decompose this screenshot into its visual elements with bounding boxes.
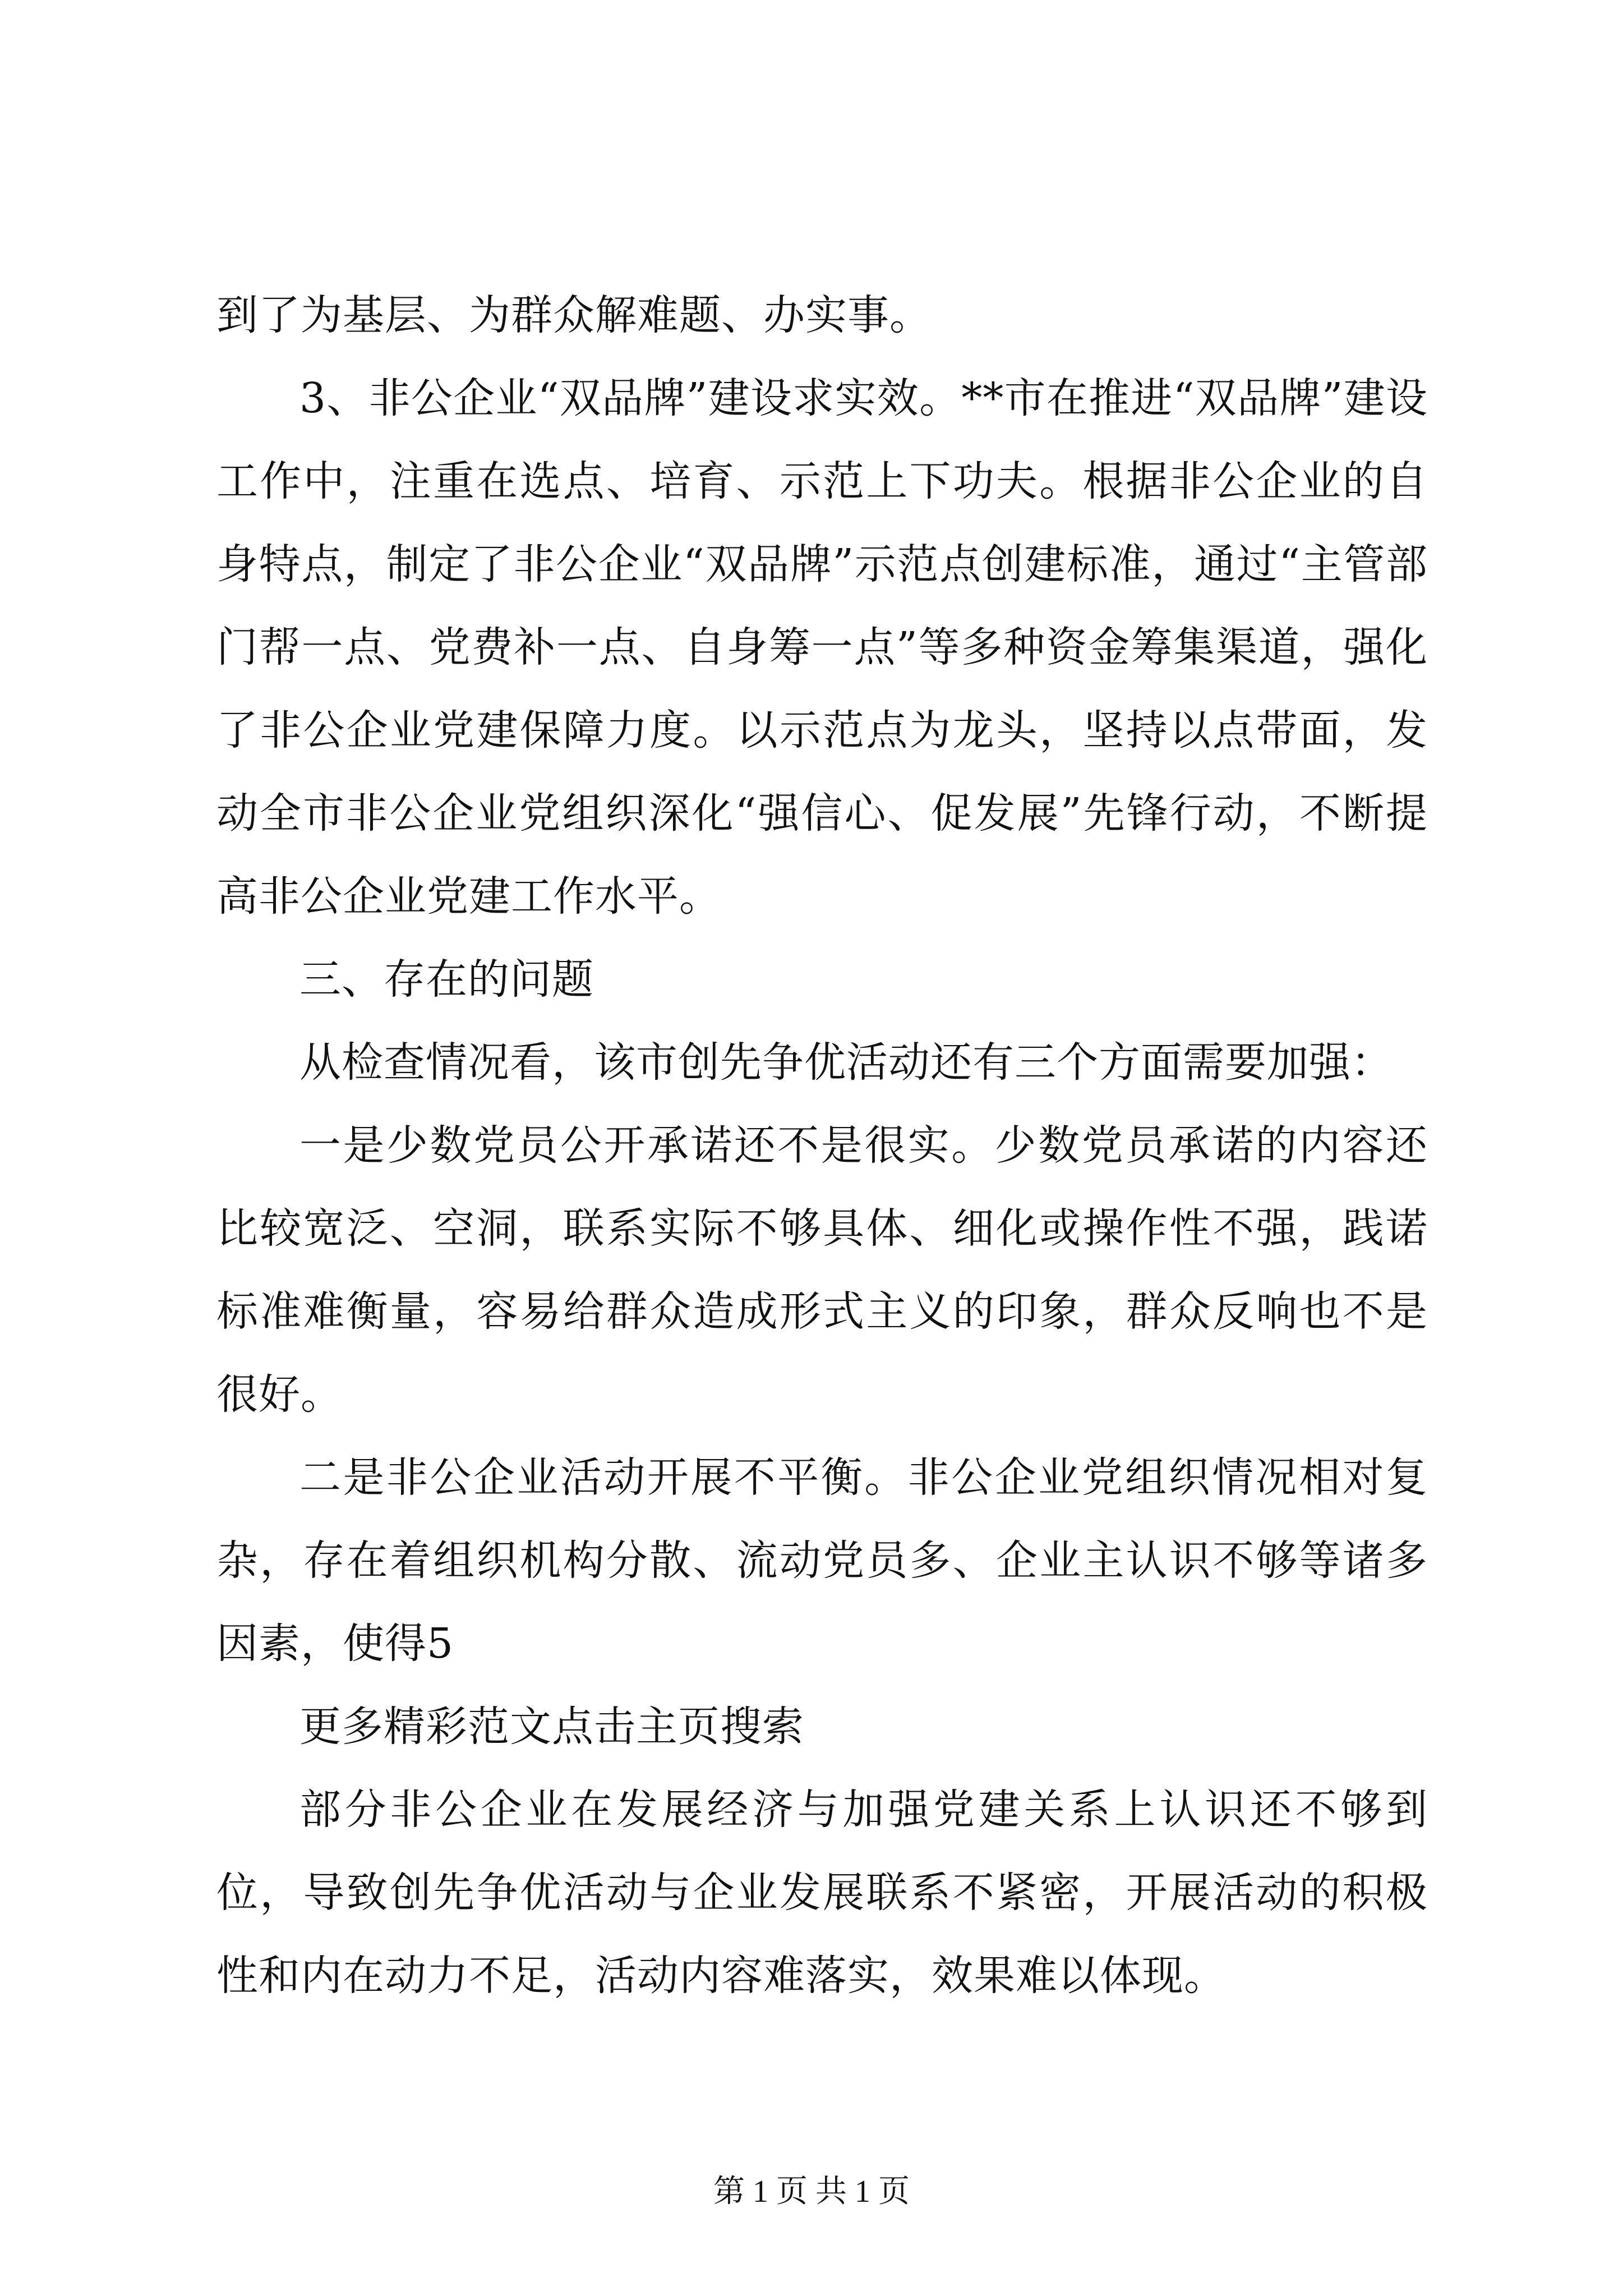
section-heading-problems: 三、存在的问题	[299, 955, 594, 1004]
page-footer: 第 1 页 共 1 页	[713, 2174, 910, 2209]
paragraph-problem-two-continued: 部分非公企业在发展经济与加强党建关系上认识还不够到位，导致创先争优活动与企业发展联系不紧密，开展活动的积极性和内在动力不足，活动内容难落实，效果难以体现。	[216, 1786, 1428, 2000]
paragraph-problem-one: 一是少数党员公开承诺还不是很实。少数党员承诺的内容还比较宽泛、空洞，联系实际不够具体、细化或操作性不强，践诺标准难衡量，容易给群众造成形式主义的印象，群众反响也不是很好。	[216, 1121, 1428, 1419]
paragraph-continuation: 到了为基层、为群众解难题、办实事。	[216, 291, 932, 339]
paragraph-double-brand: 3、非公企业“双品牌”建设求实效。**市在推进“双品牌”建设工作中，注重在选点、培育、示范上下功夫。根据非公企业的自身特点，制定了非公企业“双品牌”示范点创建标准，通过“主管部门帮一点、党费补一点、自身筹一点”等多种资金筹集渠道，强化了非公企业党建保障力度。以示范点为龙头，坚持以点带面，发动全市非公企业党组织深化“强信心、促发展”先锋行动，不断提高非公企业党建工作水平。	[216, 374, 1428, 921]
paragraph-inspection-summary: 从检查情况看，该市创先争优活动还有三个方面需要加强：	[299, 1038, 1393, 1087]
document-body	[216, 274, 1428, 2017]
paragraph-promo-line: 更多精彩范文点击主页搜索	[299, 1703, 804, 1751]
paragraph-problem-two: 二是非公企业活动开展不平衡。非公企业党组织情况相对复杂，存在着组织机构分散、流动党员多、企业主认识不够等诸多因素，使得5	[216, 1453, 1428, 1668]
